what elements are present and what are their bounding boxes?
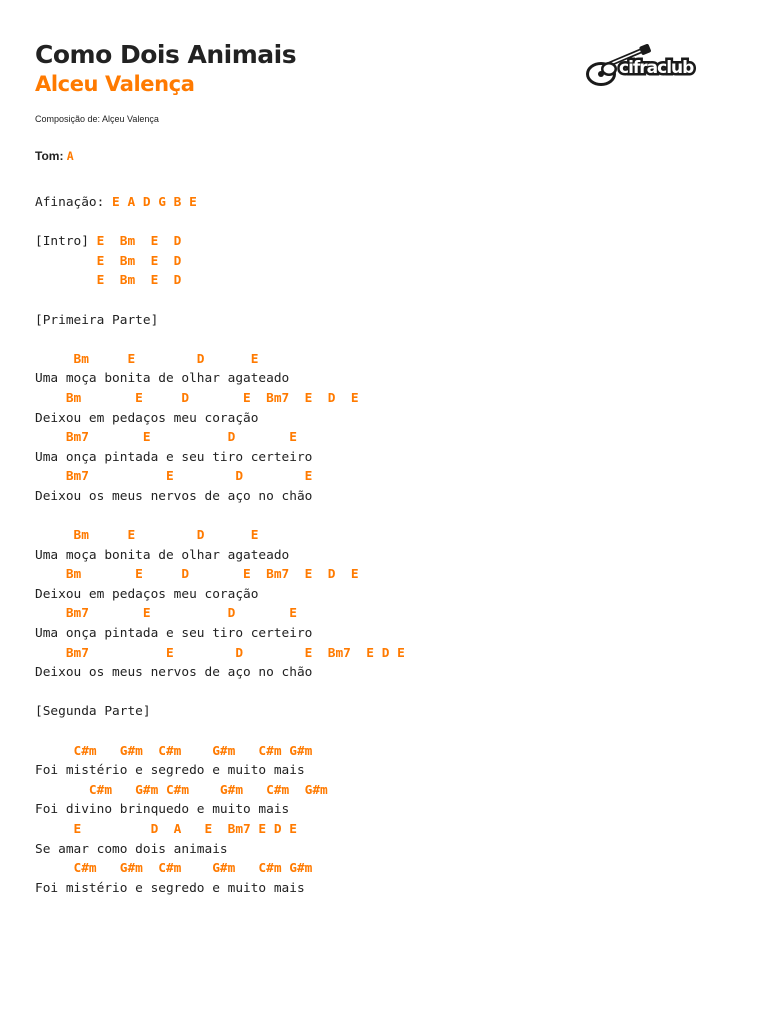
- line-label: [Primeira Parte]: [35, 312, 159, 328]
- chord-line: C#m G#m C#m G#m C#m G#m: [35, 782, 328, 798]
- chord-line: E D A E Bm7 E D E: [35, 822, 297, 837]
- chord-line: Bm E D E Bm7 E D E: [35, 567, 359, 583]
- section-label: [35, 702, 405, 722]
- blank-line: [35, 291, 405, 311]
- lyric-line: Deixou os meus nervos de aço no chão: [35, 665, 313, 681]
- key-label: Tom:: [35, 149, 64, 163]
- artist-name[interactable]: Alceu Valença: [35, 72, 195, 96]
- chord-sheet: [35, 193, 405, 898]
- key-value[interactable]: A: [66, 149, 74, 163]
- lyric-line: Uma moça bonita de olhar agateado: [35, 371, 290, 387]
- lyric-line: Foi divino brinquedo e muito mais: [35, 802, 290, 818]
- chord-line: Bm E D E Bm7 E D E: [35, 390, 359, 406]
- lyric-line: Uma onça pintada e seu tiro certeiro: [35, 449, 313, 465]
- section-label: [35, 311, 405, 331]
- chord-group[interactable]: E A D G B E: [112, 195, 197, 210]
- blank-line: [35, 213, 405, 233]
- chord-line: Bm7 E D E: [35, 606, 297, 622]
- blank-line: [35, 683, 405, 703]
- lyric-line: Deixou os meus nervos de aço no chão: [35, 488, 313, 504]
- lyric-line: Deixou em pedaços meu coração: [35, 586, 259, 602]
- logo-wordmark: cifraclub: [619, 58, 694, 78]
- line-label: Afinação:: [35, 195, 113, 210]
- chord-line: Bm7 E D E: [35, 430, 297, 446]
- lyric-line: Deixou em pedaços meu coração: [35, 410, 259, 426]
- label-with-chords: [35, 193, 405, 213]
- chord-line: E Bm E D: [35, 273, 182, 289]
- blank-line: [35, 330, 405, 350]
- blank-line: [35, 722, 405, 742]
- song-key: [35, 149, 74, 163]
- lyric-line: Foi mistério e segredo e muito mais: [35, 763, 305, 779]
- song-title: Como Dois Animais: [35, 40, 297, 69]
- chord-line: Bm7 E D E Bm7 E D E: [35, 645, 405, 661]
- chord-group[interactable]: E Bm E D: [96, 234, 182, 250]
- composer-credit: Composição de: Alçeu Valença: [35, 114, 159, 124]
- chord-line: Bm7 E D E: [35, 469, 313, 485]
- chord-line: Bm E D E: [35, 528, 259, 544]
- line-label: [Segunda Parte]: [35, 704, 151, 720]
- label-with-chords: [35, 232, 405, 252]
- line-label: [Intro]: [35, 234, 97, 250]
- chord-line: C#m G#m C#m G#m C#m G#m: [35, 743, 313, 759]
- chord-line: C#m G#m C#m G#m C#m G#m: [35, 861, 313, 877]
- lyric-line: Se amar como dois animais: [35, 841, 228, 857]
- lyric-line: Foi mistério e segredo e muito mais: [35, 880, 305, 896]
- blank-line: [35, 507, 405, 527]
- lyric-line: Uma moça bonita de olhar agateado: [35, 547, 290, 563]
- cifraclub-logo[interactable]: [583, 44, 694, 90]
- chord-line: E Bm E D: [35, 253, 182, 269]
- lyric-line: Uma onça pintada e seu tiro certeiro: [35, 626, 313, 642]
- chord-line: Bm E D E: [35, 351, 259, 367]
